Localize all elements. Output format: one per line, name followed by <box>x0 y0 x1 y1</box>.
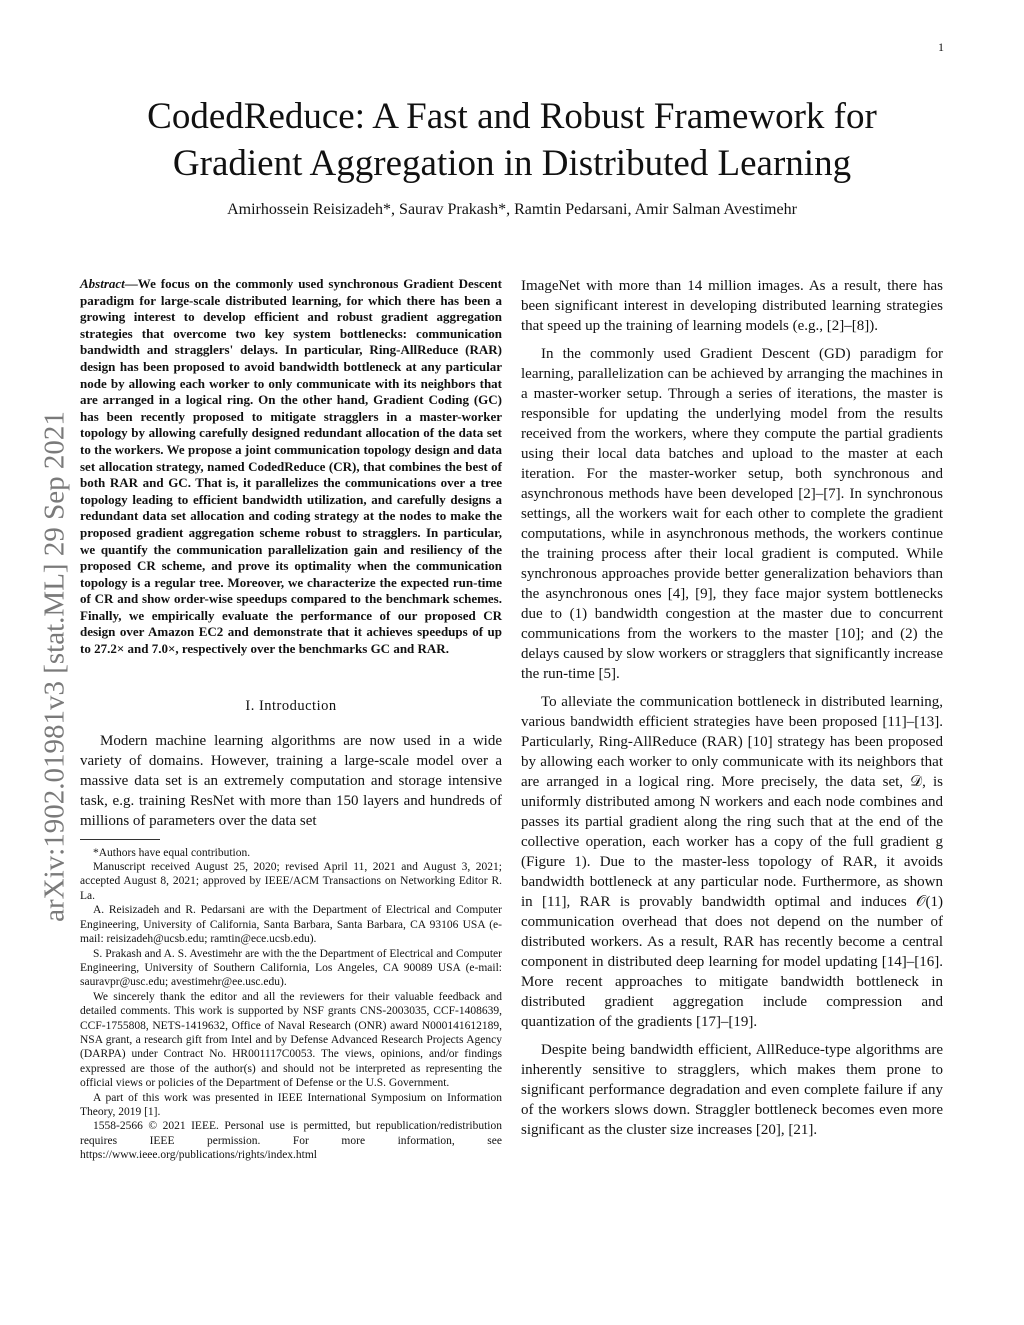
footnote-manuscript: Manuscript received August 25, 2020; revised April 11, 2021 and August 3, 2021; accepted August 8, 2021; approved by IEEE/ACM Transactions on Networking Editor R. La. <box>80 861 502 902</box>
section-heading: I. Introduction <box>245 697 337 714</box>
intro-paragraph: Modern machine learning algorithms are now used in a wide variety of domains. However, training a large-scale model over a massive data set is an extremely computation and storage intensive task, e.g. training ResNet with more than 150 layers and hundreds of millions of parameters over the data set <box>80 732 502 829</box>
paper-title <box>60 93 964 187</box>
footnote-affiliation-usc: S. Prakash and A. S. Avestimehr are with the the Department of Electrical and Computer Engineering, University of Southern California, Los Angeles, CA 90089 USA (e-mail: sauravpr@usc.edu; avestimehr@ee.usc.edu). <box>80 947 502 989</box>
abstract-text: —We focus on the commonly used synchronous Gradient Descent paradigm for large-scale distributed learning, for which there has been a growing interest to develop efficient and robust gradient aggregation strategies that overcome two key system bottlenecks: communication bandwidth and stragglers' delays. In particular, Ring-AllReduce (RAR) design has been proposed to avoid bandwidth bottleneck at any particular node by allowing each worker to only communicate with its neighbors that are arranged in a logical ring. On the other hand, Gradient Coding (GC) has been recently proposed to mitigate stragglers in a master-worker topology by allowing carefully designed redundant allocation of the data set to the workers. We propose a joint communication topology design and data set allocation strategy, named CodedReduce (CR), that combines the best of both RAR and GC. That is, it parallelizes the communications over a tree topology leading to efficient bandwidth utilization, and carefully designs a redundant data set allocation and coding strategy at the nodes to make the proposed gradient aggregation scheme robust to stragglers. In particular, we quantify the communication parallelization gain and resiliency of the proposed CR scheme, and prove its optimality when the communication topology is a regular tree. Moreover, we characterize the expected run-time of CR and show order-wise speedups compared to the benchmark schemes. Finally, we empirically evaluate the performance of our proposed CR design over Amazon EC2 and demonstrate that it achieves speedups of up to 27.2× and 7.0×, respectively over the benchmarks GC and RAR. <box>80 276 502 657</box>
body-paragraph: To alleviate the communication bottleneck in distributed learning, various bandwidth efficient strategies have been proposed [11]–[13]. Particularly, Ring-AllReduce (RAR) [10] strategy has been proposed by allowing each worker to only communicate with its neighbors that are arranged in a logical ring. More precisely, the data set, 𝒟, is uniformly distributed among N workers and each node combines and passes its partial gradient along the ring such that at the end of the collective operation, each worker has a copy of the full gradient g (Figure 1). Due to the master-less topology of RAR, it avoids bandwidth bottleneck at any particular node. Furthermore, as shown in [11], RAR is provably bandwidth optimal and induces 𝒪(1) communication overhead that does not depend on the number of distributed workers. As a result, RAR has recently become a central component in distributed deep learning for model updating [14]–[16]. More recent approaches to mitigate bandwidth bottleneck in distributed gradient aggregation include compression and quantization of the gradients [17]–[19]. <box>521 694 943 1030</box>
right-column <box>521 276 943 1148</box>
footnote-affiliation-ucsb: A. Reisizadeh and R. Pedarsani are with the Department of Electrical and Computer Engineering, University of California, Santa Barbara, Santa Barbara, CA 93106 USA (e-mail: reisizadeh@ucsb.edu; ramtin@ece.ucsb.edu). <box>80 904 502 946</box>
abstract <box>80 276 502 658</box>
left-column <box>80 276 502 1163</box>
footnote-acknowledgment: We sincerely thank the editor and all the reviewers for their valuable feedback and detailed comments. This work is supported by NSF grants CNS-2003035, CCF-1408639, CCF-1755808, NETS-1419632, Office of Naval Research (ONR) award N000141612189, NSA grant, a research gift from Intel and by Defense Advanced Research Projects Agency (DARPA) under Contract No. HR001117C0053. The views, opinions, and/or findings expressed are those of the author(s) and should not be interpreted as representing the official views or policies of the Department of Defense or the U.S. Government. <box>80 990 502 1090</box>
arxiv-stamp: arXiv:1902.01981v3 [stat.ML] 29 Sep 2021 <box>38 411 71 922</box>
footnote-copyright: 1558-2566 © 2021 IEEE. Personal use is permitted, but republication/redistribution requires IEEE permission. For more information, see https://www.ieee.org/publications/rights/index.html <box>80 1120 502 1162</box>
page-number: 1 <box>938 40 944 54</box>
footnote-equal-contribution: *Authors have equal contribution. <box>93 846 251 859</box>
body-paragraph: ImageNet with more than 14 million images. As a result, there has been significant interest in developing distributed learning strategies that speed up the training of learning models (e.g., [2]–[8]). <box>521 278 943 334</box>
body-paragraph: In the commonly used Gradient Descent (GD) paradigm for learning, parallelization can be achieved by arranging the machines in a master-worker setup. Through a series of iterations, the master is responsible for updating the underlying model from the results received from the workers, where they compute the partial gradients using their local data batches and upload to the master at each iteration. For the master-worker setup, both synchronous and asynchronous methods have been developed [2]–[7]. In synchronous settings, all the workers wait for each other to complete the gradient computations, while in asynchronous methods, the workers continue the training process after their local gradient is computed. While synchronous approaches provide better generalization behaviors than the asynchronous ones [4], [9], they face major system bottlenecks due to (1) bandwidth congestion at the master due to concurrent communications from the workers to the master [10]; and (2) the delays caused by slow workers or stragglers that significantly increase the run-time [5]. <box>521 346 943 682</box>
title-line-2: Gradient Aggregation in Distributed Learning <box>172 143 852 184</box>
abstract-label: Abstract <box>80 276 125 291</box>
footnote-isit: A part of this work was presented in IEEE International Symposium on Information Theory, 2019 [1]. <box>80 1091 502 1118</box>
footnote-divider <box>80 839 160 840</box>
title-line-1: CodedReduce: A Fast and Robust Framework for <box>147 96 877 137</box>
author-list: Amirhossein Reisizadeh*, Saurav Prakash*, Ramtin Pedarsani, Amir Salman Avestimehr <box>227 201 797 218</box>
body-paragraph: Despite being bandwidth efficient, AllReduce-type algorithms are inherently sensitive to stragglers, which makes them prone to significant performance degradation and even complete failure if any of the workers slows down. Straggler bottleneck becomes even more significant as the cluster size increases [20], [21]. <box>521 1042 943 1138</box>
